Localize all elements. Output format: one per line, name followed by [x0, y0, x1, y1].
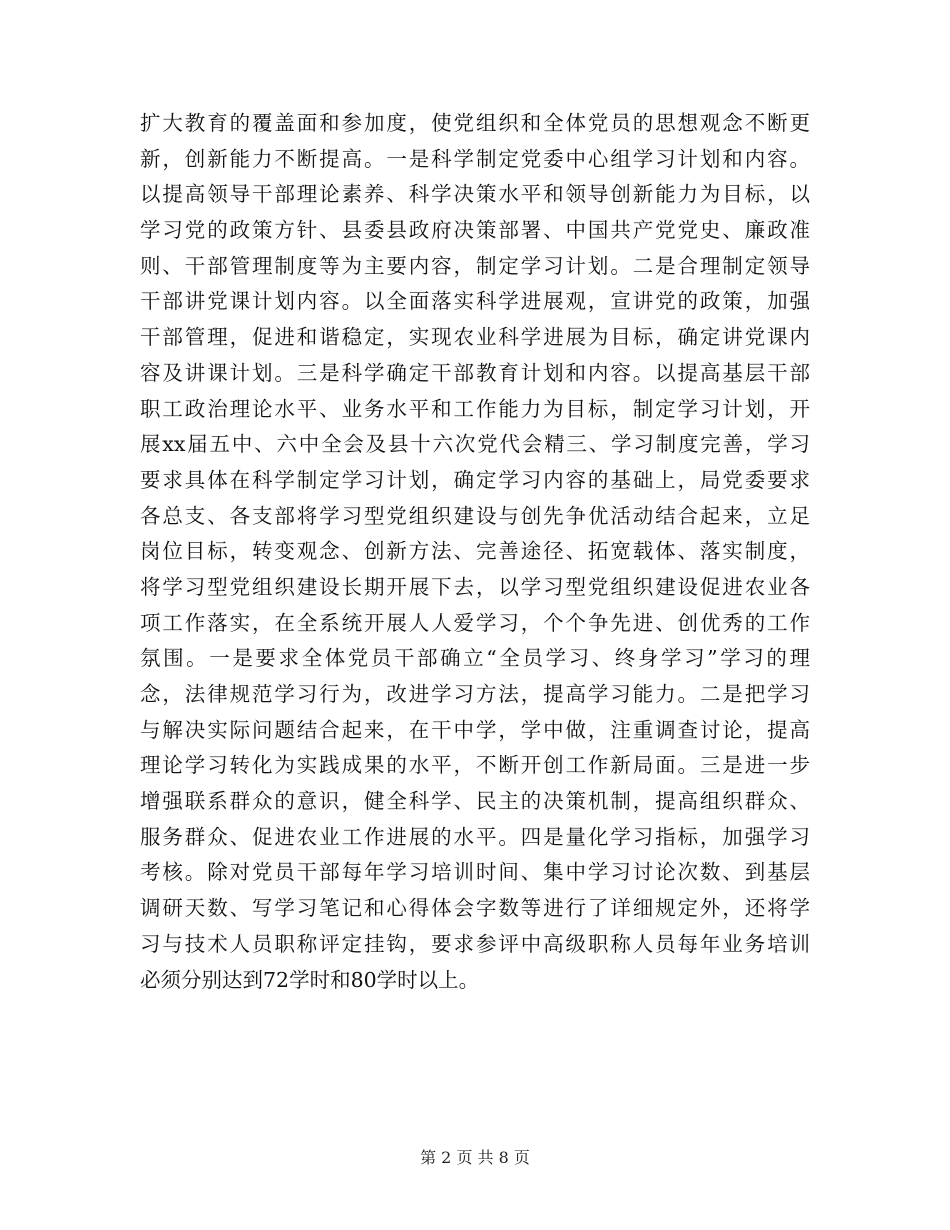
- text-line: 干部讲党课计划内容。以全面落实科学进展观，宣讲党的政策，加强: [140, 289, 810, 314]
- text-line: 增强联系群众的意识，健全科学、民主的决策机制，提高组织群众、: [140, 789, 810, 814]
- text-line: 则、干部管理制度等为主要内容，制定学习计划。二是合理制定领导: [140, 253, 810, 278]
- text-line: 念，法律规范学习行为，改进学习方法，提高学习能力。二是把学习: [140, 682, 810, 706]
- text-line: 职工政治理论水平、业务水平和工作能力为目标，制定学习计划，开: [140, 396, 810, 421]
- text-line: 习与技术人员职称评定挂钩，要求参评中高级职称人员每年业务培训: [140, 931, 810, 956]
- text-line: 考核。除对党员干部每年学习培训时间、集中学习讨论次数、到基层: [140, 860, 810, 885]
- text-line: 调研天数、写学习笔记和心得体会字数等进行了详细规定外，还将学: [140, 896, 810, 921]
- text-line: 服务群众、促进农业工作进展的水平。四是量化学习指标，加强学习: [140, 824, 810, 849]
- text-line: 容及讲课计划。三是科学确定干部教育计划和内容。以提高基层干部: [140, 360, 810, 385]
- text-line: 新，创新能力不断提高。一是科学制定党委中心组学习计划和内容。: [140, 146, 810, 171]
- text-line: 扩大教育的覆盖面和参加度，使党组织和全体党员的思想观念不断更: [140, 111, 810, 135]
- text-line: 展xx届五中、六中全会及县十六次党代会精三、学习制度完善，学习: [140, 432, 810, 457]
- text-line: 干部管理，促进和谐稳定，实现农业科学进展为目标，确定讲党课内: [140, 325, 810, 350]
- text-line: 理论学习转化为实践成果的水平，不断开创工作新局面。三是进一步: [140, 753, 810, 778]
- text-line: 氛围。一是要求全体党员干部确立“全员学习、终身学习”学习的理: [140, 646, 810, 671]
- body-paragraph: [140, 106, 810, 998]
- text-line: 项工作落实，在全系统开展人人爱学习，个个争先进、创优秀的工作: [140, 610, 810, 635]
- text-line: 必须分别达到72学时和80学时以上。: [140, 967, 480, 992]
- text-line: 以提高领导干部理论素养、科学决策水平和领导创新能力为目标，以: [140, 182, 810, 207]
- page-footer: 第 2 页 共 8 页: [420, 1148, 530, 1167]
- text-line: 与解决实际问题结合起来，在干中学，学中做，注重调查讨论，提高: [140, 717, 810, 742]
- text-line: 要求具体在科学制定学习计划，确定学习内容的基础上，局党委要求: [140, 467, 810, 492]
- text-line: 各总支、各支部将学习型党组织建设与创先争优活动结合起来，立足: [140, 503, 810, 528]
- text-line: 将学习型党组织建设长期开展下去，以学习型党组织建设促进农业各: [140, 574, 810, 599]
- text-line: 学习党的政策方针、县委县政府决策部署、中国共产党党史、廉政准: [140, 218, 810, 243]
- text-line: 岗位目标，转变观念、创新方法、完善途径、拓宽载体、落实制度，: [140, 539, 810, 564]
